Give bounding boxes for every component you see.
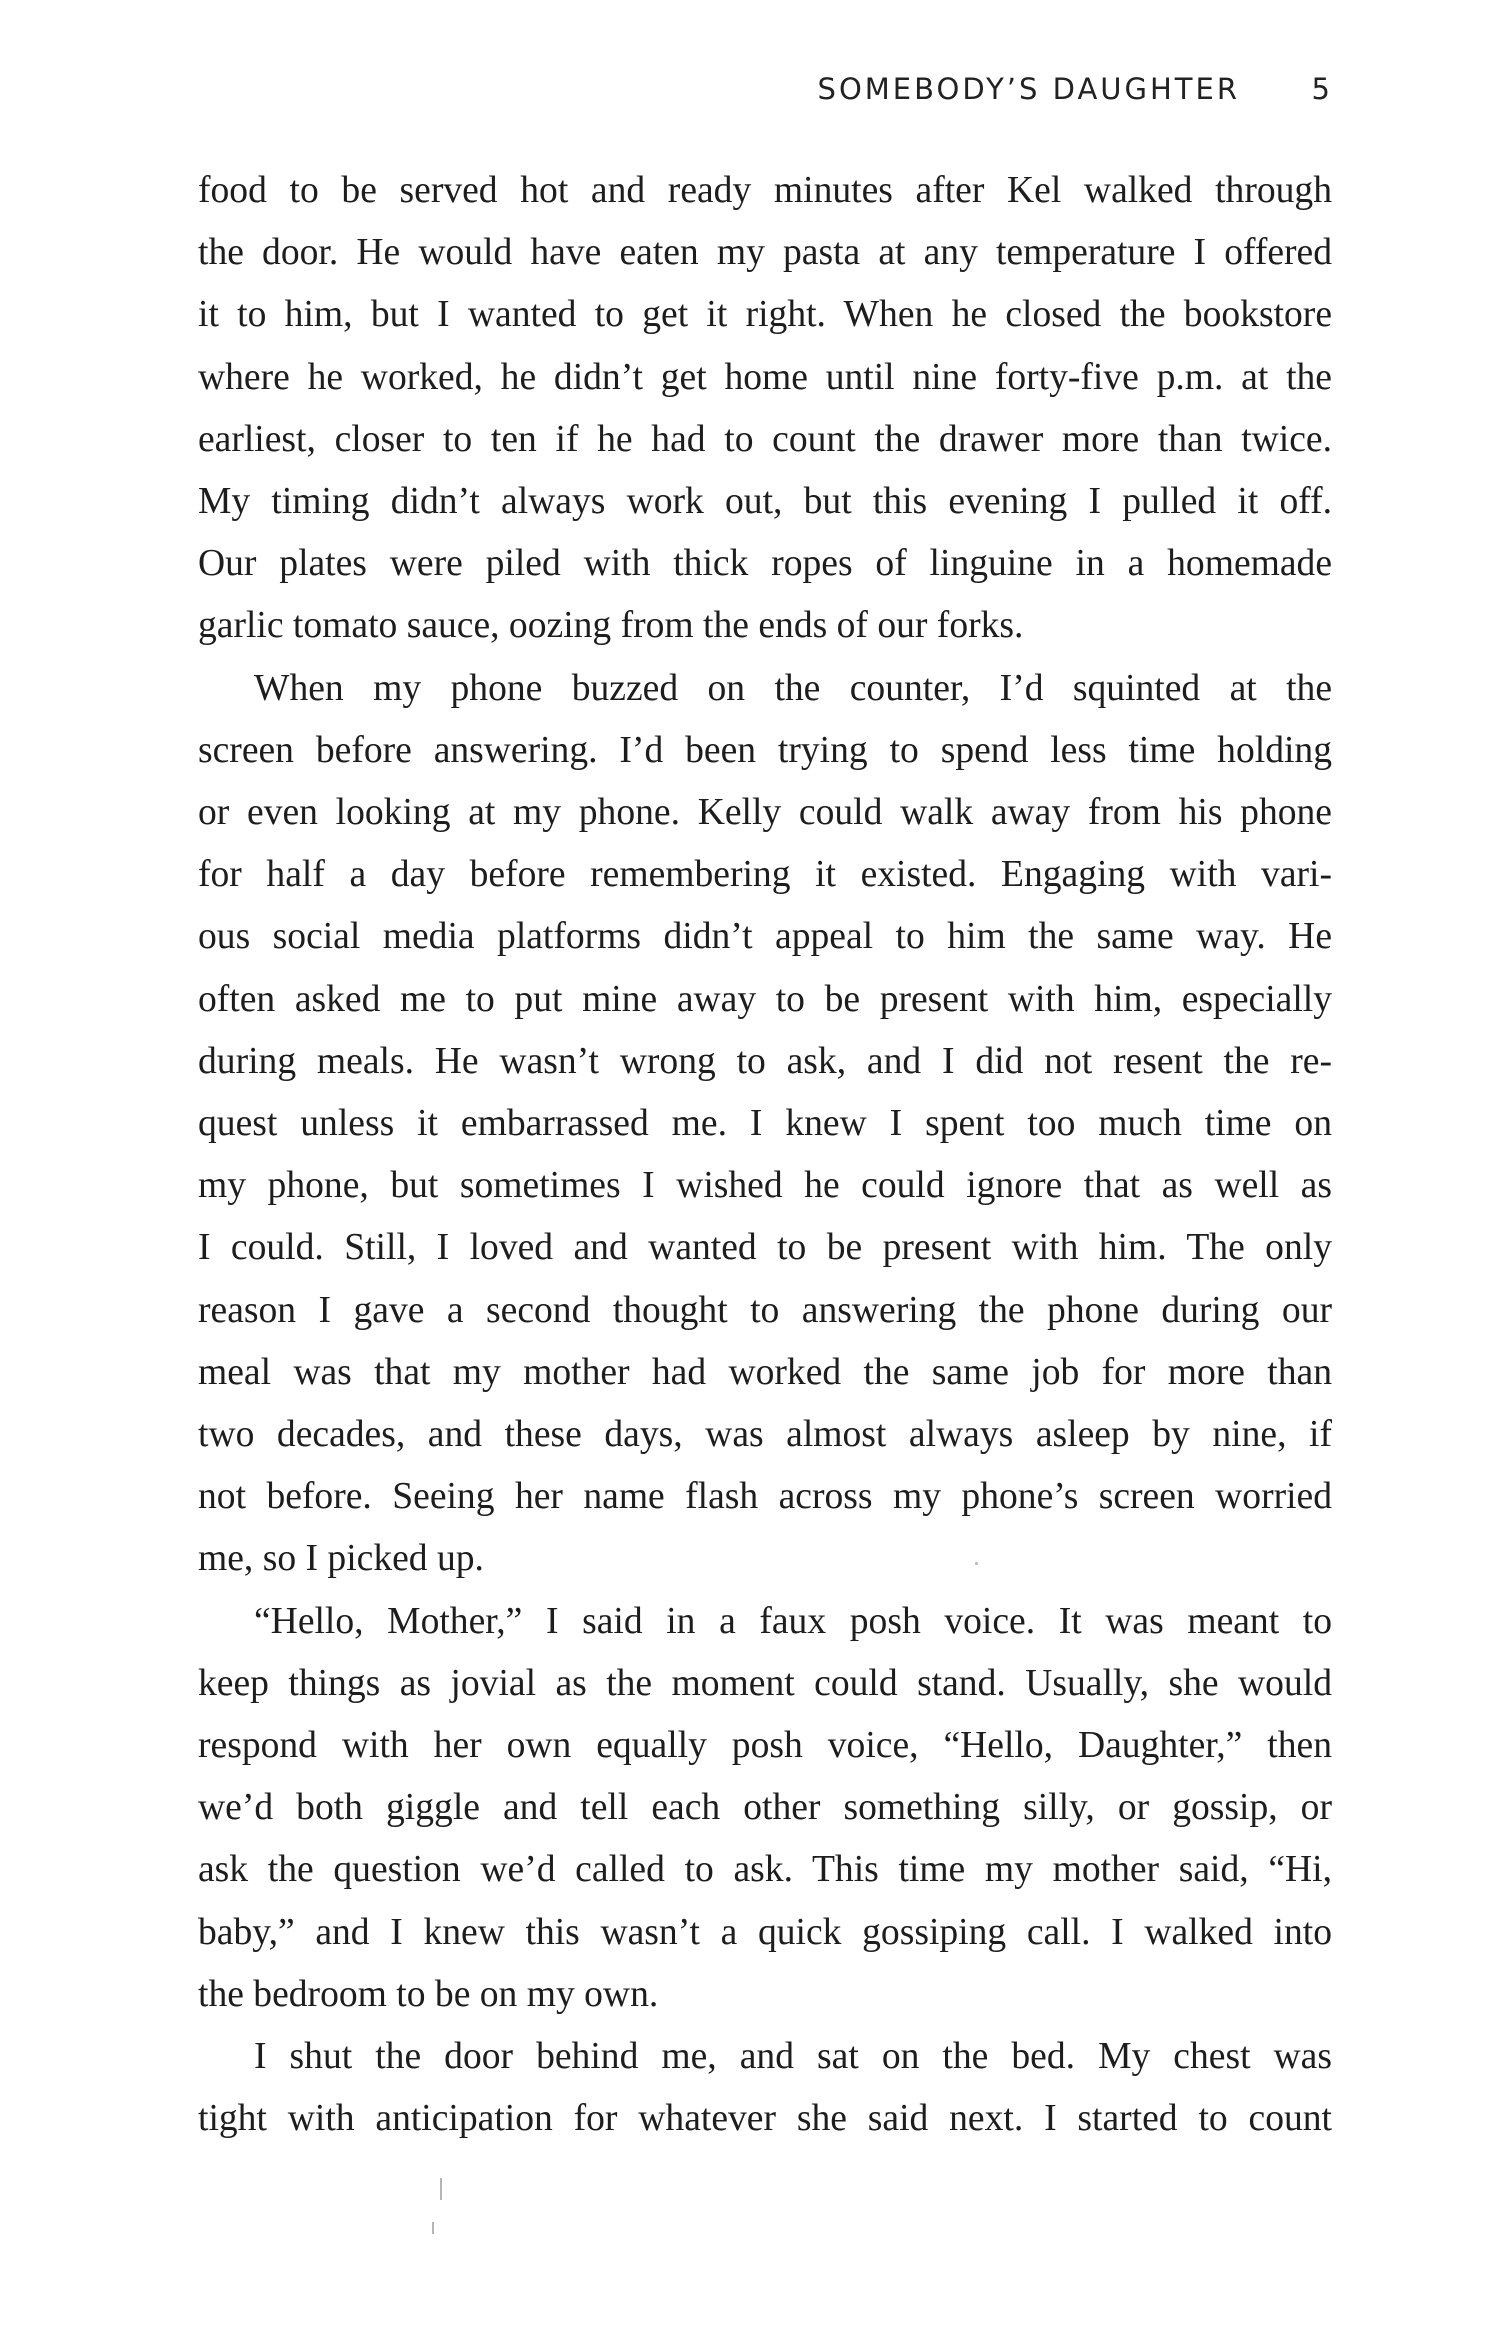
text-line: meal was that my mother had worked the same job for more than: [198, 1351, 1332, 1393]
running-head: [0, 72, 1330, 112]
text-line: food to be served hot and ready minutes after Kel walked through: [198, 170, 1332, 211]
page-number: 5: [1311, 72, 1330, 106]
scan-mark: [440, 2178, 442, 2200]
text-line: me, so I picked up.: [198, 1538, 484, 1580]
text-line: keep things as jovial as the moment could stand. Usually, she would: [198, 1662, 1332, 1704]
paragraph: [198, 658, 1332, 1591]
scan-mark: [432, 2222, 434, 2234]
text-line: my phone, but sometimes I wished he could ignore that as well as: [198, 1165, 1332, 1207]
text-line: not before. Seeing her name flash across my phone’s screen worried: [198, 1476, 1332, 1518]
text-line: “Hello, Mother,” I said in a faux posh voice. It was meant to: [254, 1600, 1332, 1642]
text-line: the door. He would have eaten my pasta at any temperature I offered: [198, 232, 1332, 274]
text-line: My timing didn’t always work out, but this evening I pulled it off.: [198, 481, 1332, 523]
paragraph: [198, 1591, 1332, 2026]
text-line: ous social media platforms didn’t appeal to him the same way. He: [198, 916, 1332, 958]
body-text: [198, 160, 1332, 2151]
text-line: ask the question we’d called to ask. This time my mother said, “Hi,: [198, 1849, 1332, 1891]
scan-mark: [975, 1562, 978, 1565]
text-line: I shut the door behind me, and sat on the bed. My chest was: [254, 2036, 1332, 2078]
text-line: during meals. He wasn’t wrong to ask, and I did not resent the re-: [198, 1040, 1332, 1082]
text-line: for half a day before remembering it existed. Engaging with vari-: [198, 854, 1332, 896]
text-line: we’d both giggle and tell each other something silly, or gossip, or: [198, 1787, 1332, 1829]
text-line: I could. Still, I loved and wanted to be present with him. The only: [198, 1227, 1332, 1269]
paragraph: [198, 160, 1332, 658]
text-line: the bedroom to be on my own.: [198, 1973, 659, 2015]
text-line: earliest, closer to ten if he had to count the drawer more than twice.: [198, 418, 1332, 460]
text-line: often asked me to put mine away to be present with him, especially: [198, 978, 1332, 1020]
text-line: it to him, but I wanted to get it right. When he closed the bookstore: [198, 294, 1332, 336]
text-line: garlic tomato sauce, oozing from the ends of our forks.: [198, 605, 1024, 647]
text-line: When my phone buzzed on the counter, I’d squinted at the: [254, 667, 1332, 709]
text-line: tight with anticipation for whatever she said next. I started to count: [198, 2098, 1332, 2140]
text-line: Our plates were piled with thick ropes of linguine in a homemade: [198, 543, 1332, 585]
text-line: or even looking at my phone. Kelly could walk away from his phone: [198, 792, 1332, 834]
book-title: SOMEBODY’S DAUGHTER: [817, 72, 1240, 106]
text-line: two decades, and these days, was almost always asleep by nine, if: [198, 1414, 1332, 1456]
text-line: baby,” and I knew this wasn’t a quick gossiping call. I walked into: [198, 1911, 1332, 1953]
text-line: where he worked, he didn’t get home until nine forty-five p.m. at the: [198, 356, 1332, 398]
text-line: reason I gave a second thought to answering the phone during our: [198, 1289, 1332, 1331]
text-line: respond with her own equally posh voice, “Hello, Daughter,” then: [198, 1725, 1332, 1767]
text-line: quest unless it embarrassed me. I knew I spent too much time on: [198, 1103, 1332, 1145]
text-line: screen before answering. I’d been trying to spend less time holding: [198, 729, 1332, 771]
paragraph: [198, 2026, 1332, 2150]
